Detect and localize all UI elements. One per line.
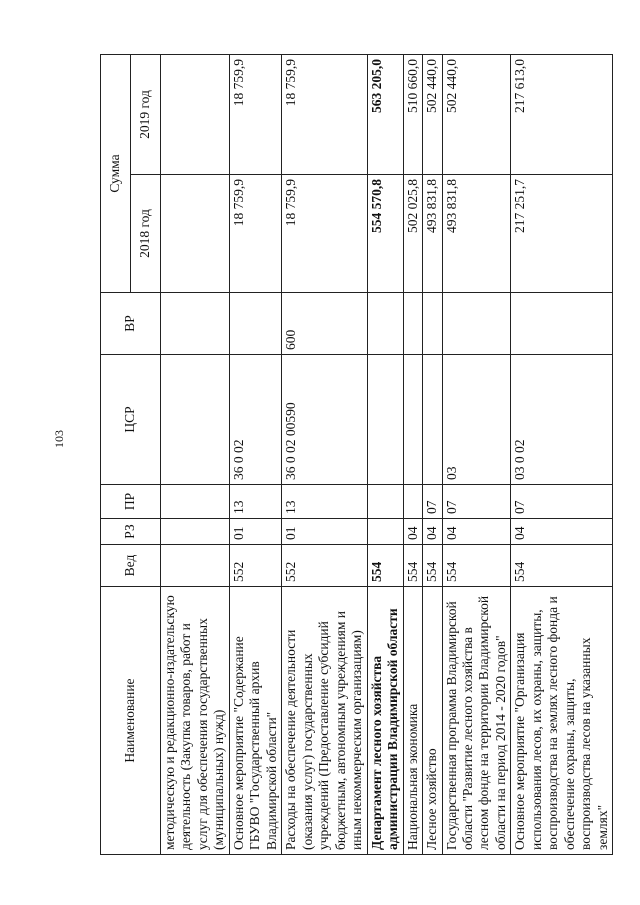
cell-ved: 552 [229,545,281,587]
cell-sum-2018 [161,175,230,293]
header-vr: ВР [101,293,161,355]
cell-csr [423,355,442,485]
budget-table [100,54,613,855]
cell-name: Национальная экономика [403,587,422,855]
cell-rz [161,519,230,545]
cell-csr [367,355,403,485]
cell-sum-2018: 554 570,8 [367,175,403,293]
page-number: 103 [52,430,66,448]
cell-sum-2019: 510 660,0 [403,54,422,174]
cell-name: Государственная программа Владимирской области "Развитие лесного хозяйства в лесном фонде на территории Владимирской области на период 2014 - 2020 годов" [442,587,511,855]
table-row [229,54,281,854]
cell-ved: 554 [511,545,613,587]
cell-sum-2019: 217 613,0 [511,54,613,174]
cell-rz: 01 [282,519,367,545]
header-rz: РЗ [101,519,161,545]
cell-pr: 07 [511,485,613,519]
cell-rz: 01 [229,519,281,545]
cell-sum-2018: 493 831,8 [442,175,511,293]
cell-sum-2019: 18 759,9 [229,54,281,174]
cell-sum-2018: 493 831,8 [423,175,442,293]
cell-name: методическую и редакционно-издательскую деятельность (Закупка товаров, работ и услуг для обеспечения государственных (муниципальных) нужд) [161,587,230,855]
table-row [511,54,613,854]
header-pr: ПР [101,485,161,519]
budget-table-container [100,55,610,855]
cell-pr [367,485,403,519]
header-sum: Сумма [101,54,131,292]
table-row [442,54,511,854]
cell-sum-2018: 217 251,7 [511,175,613,293]
cell-ved: 554 [367,545,403,587]
cell-csr: 36 0 02 00590 [282,355,367,485]
cell-csr: 03 [442,355,511,485]
cell-csr: 36 0 02 [229,355,281,485]
table-row [161,54,230,854]
cell-vr [423,293,442,355]
cell-sum-2019: 502 440,0 [423,54,442,174]
cell-vr [442,293,511,355]
cell-pr: 13 [282,485,367,519]
cell-pr [403,485,422,519]
cell-csr [403,355,422,485]
cell-ved: 554 [423,545,442,587]
table-row [423,54,442,854]
cell-rz: 04 [423,519,442,545]
table-row [403,54,422,854]
header-ved: Вед [101,545,161,587]
cell-rz: 04 [511,519,613,545]
cell-csr: 03 0 02 [511,355,613,485]
cell-name: Лесное хозяйство [423,587,442,855]
cell-sum-2019: 502 440,0 [442,54,511,174]
cell-rz [367,519,403,545]
cell-pr [161,485,230,519]
cell-vr [367,293,403,355]
cell-vr [403,293,422,355]
header-csr: ЦСР [101,355,161,485]
cell-pr: 07 [442,485,511,519]
cell-pr: 13 [229,485,281,519]
cell-csr [161,355,230,485]
cell-ved: 554 [403,545,422,587]
cell-sum-2019: 563 205,0 [367,54,403,174]
cell-pr: 07 [423,485,442,519]
cell-vr [161,293,230,355]
cell-vr: 600 [282,293,367,355]
cell-vr [229,293,281,355]
cell-name: Основное мероприятие "Содержание ГБУВО "Государственный архив Владимирской области" [229,587,281,855]
table-row [367,54,403,854]
cell-ved: 554 [442,545,511,587]
cell-sum-2018: 18 759,9 [282,175,367,293]
table-row [282,54,367,854]
cell-sum-2018: 18 759,9 [229,175,281,293]
header-name: Наименование [101,587,161,855]
cell-sum-2018: 502 025,8 [403,175,422,293]
cell-name: Расходы на обеспечение деятельности (оказания услуг) государственных учреждений (Предоставление субсидий бюджетным, автономным учреждениям и иным некоммерческим организациям) [282,587,367,855]
cell-sum-2019: 18 759,9 [282,54,367,174]
cell-ved [161,545,230,587]
cell-ved: 552 [282,545,367,587]
cell-sum-2019 [161,54,230,174]
cell-name: Департамент лесного хозяйства администрации Владимирской области [367,587,403,855]
cell-vr [511,293,613,355]
cell-rz: 04 [442,519,511,545]
cell-name: Основное мероприятие "Организация использования лесов, их охраны, защиты, воспроизводства на землях лесного фонда и обеспечение охраны, защиты, воспроизводства лесов на указанных землях" [511,587,613,855]
header-2019: 2019 год [131,54,161,174]
header-2018: 2018 год [131,175,161,293]
cell-rz: 04 [403,519,422,545]
